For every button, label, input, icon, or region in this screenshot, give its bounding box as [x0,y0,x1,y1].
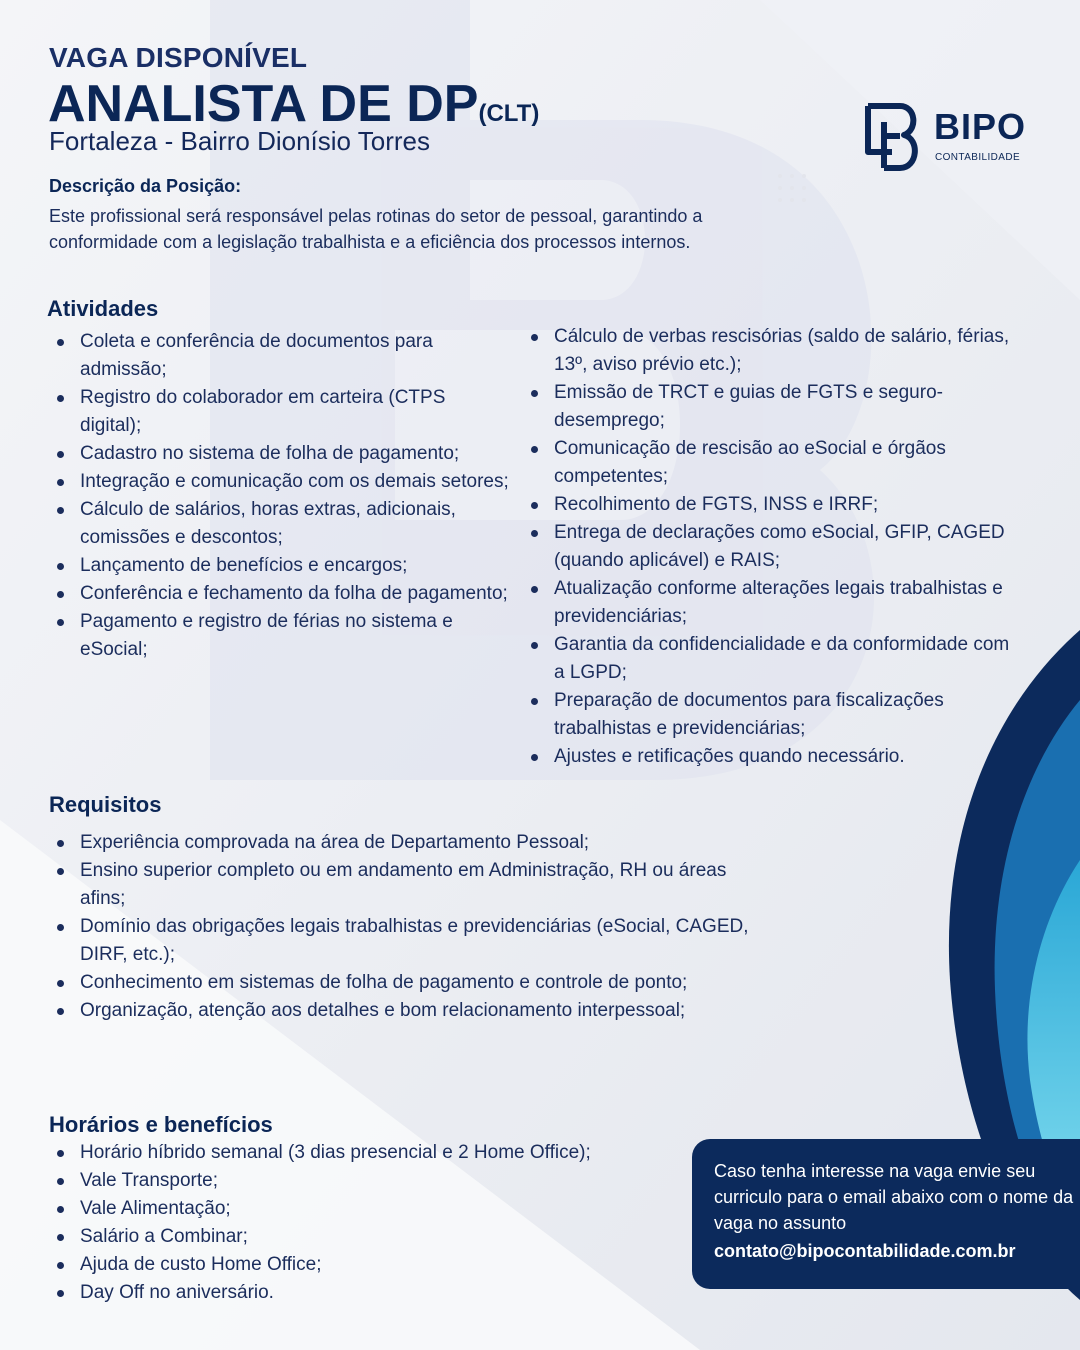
activity-item: Lançamento de benefícios e encargos; [49,552,509,580]
job-title-text: ANALISTA DE DP [48,75,479,133]
benefits-heading: Horários e benefícios [49,1112,273,1137]
activities-list-right [523,323,1013,771]
bipo-logo-icon [864,102,924,172]
activity-item: Emissão de TRCT e guias de FGTS e seguro-desemprego; [523,379,1013,435]
activity-item: Garantia da confidencialidade e da conformidade com a LGPD; [523,631,1013,687]
requirement-item: Experiência comprovada na área de Departamento Pessoal; [49,829,749,857]
requirement-item: Ensino superior completo ou em andamento em Administração, RH ou áreas afins; [49,857,749,913]
job-title-suffix: (CLT) [478,100,540,127]
bipo-logo [864,102,1034,174]
logo-name: BIPO [934,106,1027,147]
activities-heading: Atividades [47,296,159,321]
benefit-item: Salário a Combinar; [49,1223,669,1251]
activities-list-left [49,328,509,664]
activity-item: Preparação de documentos para fiscalizações trabalhistas e previdenciárias; [523,687,1013,743]
requirement-item: Domínio das obrigações legais trabalhistas e previdenciárias (eSocial, CAGED, DIRF, etc.); [49,913,749,969]
benefits-list [49,1139,669,1307]
requirements-heading: Requisitos [49,792,162,817]
job-location: Fortaleza - Bairro Dionísio Torres [49,126,430,156]
activity-item: Atualização conforme alterações legais trabalhistas e previdenciárias; [523,575,1013,631]
activity-item: Cálculo de verbas rescisórias (saldo de salário, férias, 13º, aviso prévio etc.); [523,323,1013,379]
activity-item: Recolhimento de FGTS, INSS e IRRF; [523,491,1013,519]
requirements-list [49,829,749,1025]
contact-card [692,1139,1080,1289]
activity-item: Conferência e fechamento da folha de pagamento; [49,580,509,608]
benefit-item: Ajuda de custo Home Office; [49,1251,669,1279]
benefit-item: Day Off no aniversário. [49,1279,669,1307]
activity-item: Comunicação de rescisão ao eSocial e órgãos competentes; [523,435,1013,491]
benefit-item: Vale Transporte; [49,1167,669,1195]
requirement-item: Conhecimento em sistemas de folha de pagamento e controle de ponto; [49,969,749,997]
activity-item: Cadastro no sistema de folha de pagamento; [49,440,509,468]
logo-subtitle: CONTABILIDADE [935,152,1021,163]
contact-email[interactable]: contato@bipocontabilidade.com.br [714,1241,1016,1261]
description-text: Este profissional será responsável pelas rotinas do setor de pessoal, garantindo a conformidade com a legislação trabalhista e a eficiência dos processos internos. [49,206,703,252]
activity-item: Registro do colaborador em carteira (CTPS digital); [49,384,509,440]
benefit-item: Horário híbrido semanal (3 dias presencial e 2 Home Office); [49,1139,669,1167]
activity-item: Pagamento e registro de férias no sistema e eSocial; [49,608,509,664]
activity-item: Ajustes e retificações quando necessário. [523,743,1013,771]
benefit-item: Vale Alimentação; [49,1195,669,1223]
activity-item: Cálculo de salários, horas extras, adicionais, comissões e descontos; [49,496,509,552]
kicker-label: VAGA DISPONÍVEL [49,42,308,73]
activity-item: Coleta e conferência de documentos para admissão; [49,328,509,384]
description-heading: Descrição da Posição: [49,176,242,196]
contact-instructions: Caso tenha interesse na vaga envie seu curriculo para o email abaixo com o nome da vaga no assunto [714,1161,1074,1233]
activity-item: Entrega de declarações como eSocial, GFIP, CAGED (quando aplicável) e RAIS; [523,519,1013,575]
requirement-item: Organização, atenção aos detalhes e bom relacionamento interpessoal; [49,997,749,1025]
activity-item: Integração e comunicação com os demais setores; [49,468,509,496]
